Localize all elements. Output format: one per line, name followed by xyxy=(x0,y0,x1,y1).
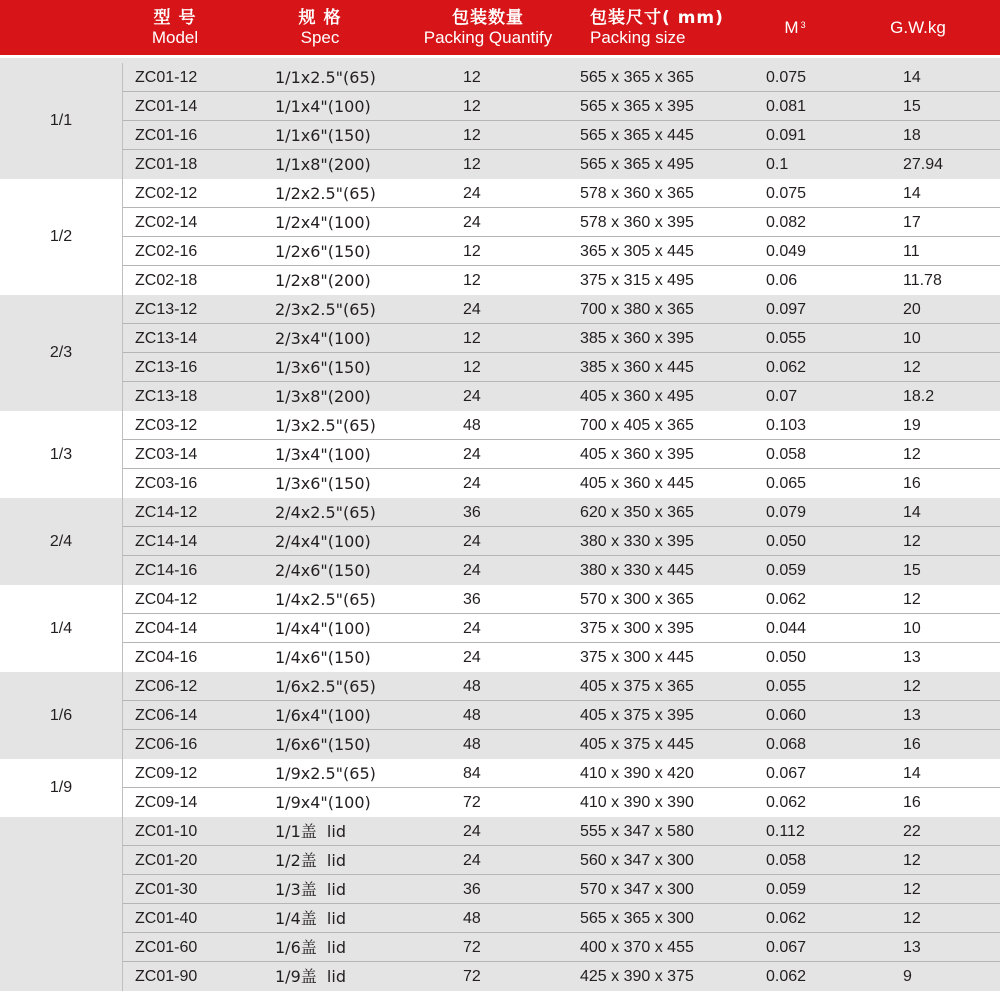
group-label: 1/2 xyxy=(49,228,73,245)
model-cell: ZC06-14 xyxy=(135,707,198,724)
row-group xyxy=(0,759,1000,817)
size-cell: 425 x 390 x 375 xyxy=(580,968,694,985)
model-cell: ZC03-16 xyxy=(135,475,198,492)
model-cell: ZC02-18 xyxy=(135,272,198,289)
quantity-cell: 48 xyxy=(463,910,481,927)
volume-cell: 0.059 xyxy=(766,881,807,898)
spec-cell: 2/4x4"(100) xyxy=(275,532,371,551)
table-row xyxy=(123,150,1000,179)
quantity-cell: 84 xyxy=(463,765,481,782)
model-cell: ZC01-12 xyxy=(135,69,198,86)
volume-cell: 0.06 xyxy=(766,272,798,289)
table-row xyxy=(123,904,1000,933)
spec-cell: 1/4x6"(150) xyxy=(275,648,371,667)
spec-cell: 1/9x2.5"(65) xyxy=(275,764,376,783)
quantity-cell: 24 xyxy=(463,446,481,463)
header-qty-en: Packing Quantify xyxy=(423,27,553,47)
quantity-cell: 72 xyxy=(463,794,481,811)
volume-cell: 0.067 xyxy=(766,765,807,782)
spec-cell: 1/6x2.5"(65) xyxy=(275,677,376,696)
size-cell: 565 x 365 x 365 xyxy=(580,69,694,86)
weight-cell: 10 xyxy=(903,620,921,637)
size-cell: 565 x 365 x 495 xyxy=(580,156,694,173)
row-group xyxy=(0,498,1000,585)
header-size-en: Packing size xyxy=(590,27,686,47)
model-cell: ZC01-30 xyxy=(135,881,198,898)
quantity-cell: 48 xyxy=(463,417,481,434)
size-cell: 405 x 360 x 495 xyxy=(580,388,694,405)
size-cell: 380 x 330 x 445 xyxy=(580,562,694,579)
table-row xyxy=(123,643,1000,672)
table-row xyxy=(123,614,1000,643)
weight-cell: 14 xyxy=(903,69,921,86)
model-cell: ZC09-14 xyxy=(135,794,198,811)
weight-cell: 16 xyxy=(903,475,921,492)
weight-cell: 9 xyxy=(903,968,912,985)
header-model-en: Model xyxy=(151,27,199,47)
spec-cell: 2/3x4"(100) xyxy=(275,329,371,348)
row-group xyxy=(0,63,1000,179)
size-cell: 375 x 300 x 445 xyxy=(580,649,694,666)
model-cell: ZC03-14 xyxy=(135,446,198,463)
table-row xyxy=(123,933,1000,962)
model-cell: ZC06-12 xyxy=(135,678,198,695)
spec-cell: 1/3x6"(150) xyxy=(275,474,371,493)
volume-cell: 0.082 xyxy=(766,214,807,231)
quantity-cell: 24 xyxy=(463,301,481,318)
header-spec-en: Spec xyxy=(300,27,340,47)
table-header xyxy=(0,0,1000,55)
spec-cell: 1/2盖 lid xyxy=(275,851,346,870)
group-label: 1/6 xyxy=(49,706,73,724)
model-cell: ZC01-14 xyxy=(135,98,198,115)
model-cell: ZC14-12 xyxy=(135,504,198,521)
weight-cell: 11 xyxy=(903,243,920,260)
size-cell: 700 x 405 x 365 xyxy=(580,417,694,434)
quantity-cell: 24 xyxy=(463,475,481,492)
model-cell: ZC14-14 xyxy=(135,533,198,550)
table-row xyxy=(123,701,1000,730)
header-spec xyxy=(275,0,365,55)
spec-cell: 1/1x4"(100) xyxy=(275,97,371,116)
quantity-cell: 24 xyxy=(463,620,481,637)
weight-cell: 17 xyxy=(903,214,921,231)
weight-cell: 12 xyxy=(903,533,921,550)
row-group xyxy=(0,179,1000,295)
spec-cell: 1/2x4"(100) xyxy=(275,213,371,232)
quantity-cell: 12 xyxy=(463,98,481,115)
weight-cell: 10 xyxy=(903,330,921,347)
quantity-cell: 24 xyxy=(463,649,481,666)
model-cell: ZC01-10 xyxy=(135,823,198,840)
weight-cell: 12 xyxy=(903,881,921,898)
header-model xyxy=(130,0,220,55)
weight-cell: 12 xyxy=(903,910,921,927)
row-group xyxy=(0,411,1000,498)
table-row xyxy=(123,759,1000,788)
volume-cell: 0.059 xyxy=(766,562,807,579)
header-m3-sup: 3 xyxy=(800,20,806,30)
volume-cell: 0.081 xyxy=(766,98,807,115)
table-row xyxy=(123,556,1000,585)
size-cell: 620 x 350 x 365 xyxy=(580,504,694,521)
spec-cell: 1/2x6"(150) xyxy=(275,242,371,261)
size-cell: 385 x 360 x 395 xyxy=(580,330,694,347)
table-row xyxy=(123,469,1000,498)
weight-cell: 13 xyxy=(903,939,921,956)
weight-cell: 14 xyxy=(903,504,921,521)
volume-cell: 0.062 xyxy=(766,968,807,985)
size-cell: 385 x 360 x 445 xyxy=(580,359,694,376)
spec-cell: 1/1x8"(200) xyxy=(275,155,371,174)
spec-cell: 1/3x6"(150) xyxy=(275,358,371,377)
group-label: 2/3 xyxy=(49,344,73,361)
row-group xyxy=(0,672,1000,759)
spec-cell: 1/3x4"(100) xyxy=(275,445,371,464)
size-cell: 410 x 390 x 390 xyxy=(580,794,694,811)
model-cell: ZC13-14 xyxy=(135,330,198,347)
table-row xyxy=(123,266,1000,295)
volume-cell: 0.079 xyxy=(766,504,807,521)
size-cell: 578 x 360 x 395 xyxy=(580,214,694,231)
volume-cell: 0.068 xyxy=(766,736,807,753)
size-cell: 405 x 375 x 395 xyxy=(580,707,694,724)
quantity-cell: 12 xyxy=(463,272,481,289)
volume-cell: 0.07 xyxy=(766,388,798,405)
model-cell: ZC02-12 xyxy=(135,185,198,202)
spec-cell: 1/3盖 lid xyxy=(275,880,346,899)
group-label xyxy=(0,817,122,991)
model-cell: ZC13-12 xyxy=(135,301,198,318)
header-qty-zh: 包装数量 xyxy=(452,7,524,28)
volume-cell: 0.075 xyxy=(766,69,807,86)
volume-cell: 0.067 xyxy=(766,939,807,956)
volume-cell: 0.062 xyxy=(766,910,807,927)
volume-cell: 0.058 xyxy=(766,446,807,463)
header-qty xyxy=(413,0,563,55)
size-cell: 570 x 347 x 300 xyxy=(580,881,694,898)
quantity-cell: 12 xyxy=(463,127,481,144)
model-cell: ZC13-16 xyxy=(135,359,198,376)
header-gw xyxy=(868,0,968,55)
table-row xyxy=(123,295,1000,324)
quantity-cell: 48 xyxy=(463,707,481,724)
weight-cell: 20 xyxy=(903,301,921,318)
model-cell: ZC04-12 xyxy=(135,591,198,608)
size-cell: 380 x 330 x 395 xyxy=(580,533,694,550)
model-cell: ZC01-90 xyxy=(135,968,198,985)
spec-cell: 1/1x2.5"(65) xyxy=(275,68,376,87)
spec-cell: 2/3x2.5"(65) xyxy=(275,300,376,319)
model-cell: ZC13-18 xyxy=(135,388,198,405)
group-label: 1/1 xyxy=(49,112,73,129)
header-size-zh: 包装尺寸( mm) xyxy=(590,7,724,28)
size-cell: 560 x 347 x 300 xyxy=(580,852,694,869)
weight-cell: 19 xyxy=(903,417,921,434)
model-cell: ZC01-40 xyxy=(135,910,198,927)
quantity-cell: 12 xyxy=(463,359,481,376)
model-cell: ZC01-60 xyxy=(135,939,198,956)
quantity-cell: 24 xyxy=(463,562,481,579)
weight-cell: 12 xyxy=(903,678,921,695)
weight-cell: 12 xyxy=(903,446,921,463)
quantity-cell: 36 xyxy=(463,504,481,521)
volume-cell: 0.044 xyxy=(766,620,807,637)
table-row xyxy=(123,63,1000,92)
spec-cell: 1/3x8"(200) xyxy=(275,387,371,406)
group-label: 2/4 xyxy=(49,532,73,550)
volume-cell: 0.050 xyxy=(766,533,807,550)
table-row xyxy=(123,92,1000,121)
size-cell: 405 x 375 x 365 xyxy=(580,678,694,695)
volume-cell: 0.112 xyxy=(766,823,805,840)
model-cell: ZC03-12 xyxy=(135,417,198,434)
table-row xyxy=(123,817,1000,846)
weight-cell: 22 xyxy=(903,823,921,840)
quantity-cell: 12 xyxy=(463,243,481,260)
quantity-cell: 24 xyxy=(463,185,481,202)
header-model-zh: 型 号 xyxy=(153,7,197,28)
volume-cell: 0.055 xyxy=(766,678,807,695)
table-row xyxy=(123,237,1000,266)
table-row xyxy=(123,353,1000,382)
size-cell: 555 x 347 x 580 xyxy=(580,823,694,840)
spec-cell: 1/6x4"(100) xyxy=(275,706,371,725)
spec-cell: 1/2x2.5"(65) xyxy=(275,184,376,203)
size-cell: 405 x 360 x 445 xyxy=(580,475,694,492)
spec-cell: 1/6盖 lid xyxy=(275,938,346,957)
size-cell: 410 x 390 x 420 xyxy=(580,765,694,782)
size-cell: 405 x 360 x 395 xyxy=(580,446,694,463)
table-row xyxy=(123,846,1000,875)
model-cell: ZC14-16 xyxy=(135,562,198,579)
quantity-cell: 36 xyxy=(463,591,481,608)
quantity-cell: 36 xyxy=(463,881,481,898)
table-row xyxy=(123,324,1000,353)
size-cell: 405 x 375 x 445 xyxy=(580,736,694,753)
row-group xyxy=(0,295,1000,411)
table-row xyxy=(123,440,1000,469)
quantity-cell: 12 xyxy=(463,156,481,173)
volume-cell: 0.1 xyxy=(766,156,789,173)
model-cell: ZC04-14 xyxy=(135,620,198,637)
spec-cell: 1/9x4"(100) xyxy=(275,793,371,812)
volume-cell: 0.062 xyxy=(766,359,807,376)
quantity-cell: 12 xyxy=(463,330,481,347)
header-m3-base: M xyxy=(784,18,799,37)
size-cell: 565 x 365 x 445 xyxy=(580,127,694,144)
weight-cell: 15 xyxy=(903,98,921,115)
weight-cell: 13 xyxy=(903,707,921,724)
quantity-cell: 24 xyxy=(463,852,481,869)
quantity-cell: 24 xyxy=(463,823,481,840)
group-label: 1/3 xyxy=(49,445,73,463)
header-m3 xyxy=(760,0,830,55)
table-row xyxy=(123,730,1000,759)
header-size xyxy=(582,0,730,55)
model-cell: ZC06-16 xyxy=(135,736,198,753)
table-row xyxy=(123,527,1000,556)
weight-cell: 12 xyxy=(903,852,921,869)
size-cell: 565 x 365 x 300 xyxy=(580,910,694,927)
weight-cell: 18 xyxy=(903,127,921,144)
weight-cell: 12 xyxy=(903,591,921,608)
weight-cell: 16 xyxy=(903,736,921,753)
quantity-cell: 72 xyxy=(463,968,481,985)
row-group xyxy=(0,585,1000,672)
group-label: 1/4 xyxy=(49,619,73,637)
row-group xyxy=(0,817,1000,991)
volume-cell: 0.062 xyxy=(766,591,807,608)
weight-cell: 18.2 xyxy=(903,388,935,405)
weight-cell: 16 xyxy=(903,794,921,811)
size-cell: 565 x 365 x 395 xyxy=(580,98,694,115)
spec-cell: 2/4x6"(150) xyxy=(275,561,371,580)
weight-cell: 15 xyxy=(903,562,921,579)
model-cell: ZC09-12 xyxy=(135,765,198,782)
header-spec-zh: 规 格 xyxy=(298,7,342,28)
model-cell: ZC02-14 xyxy=(135,214,198,231)
table-row xyxy=(123,208,1000,237)
table-row xyxy=(123,179,1000,208)
quantity-cell: 12 xyxy=(463,69,481,86)
table-row xyxy=(123,672,1000,701)
volume-cell: 0.060 xyxy=(766,707,807,724)
table-row xyxy=(123,121,1000,150)
weight-cell: 11.78 xyxy=(903,272,942,289)
quantity-cell: 24 xyxy=(463,388,481,405)
spec-cell: 1/1盖 lid xyxy=(275,822,346,841)
header-gw-label: G.W.kg xyxy=(890,18,946,37)
spec-cell: 2/4x2.5"(65) xyxy=(275,503,376,522)
table-row xyxy=(123,875,1000,904)
size-cell: 375 x 300 x 395 xyxy=(580,620,694,637)
spec-cell: 1/9盖 lid xyxy=(275,967,346,986)
table-row xyxy=(123,585,1000,614)
spec-cell: 1/3x2.5"(65) xyxy=(275,416,376,435)
model-cell: ZC01-18 xyxy=(135,156,198,173)
quantity-cell: 24 xyxy=(463,214,481,231)
weight-cell: 14 xyxy=(903,185,921,202)
volume-cell: 0.049 xyxy=(766,243,807,260)
weight-cell: 13 xyxy=(903,649,921,666)
size-cell: 365 x 305 x 445 xyxy=(580,243,694,260)
quantity-cell: 48 xyxy=(463,736,481,753)
volume-cell: 0.050 xyxy=(766,649,807,666)
volume-cell: 0.091 xyxy=(766,127,807,144)
volume-cell: 0.097 xyxy=(766,301,807,318)
group-label: 1/9 xyxy=(49,779,73,796)
quantity-cell: 24 xyxy=(463,533,481,550)
table-row xyxy=(123,498,1000,527)
spec-cell: 1/4盖 lid xyxy=(275,909,346,928)
volume-cell: 0.103 xyxy=(766,417,807,434)
spec-cell: 1/4x2.5"(65) xyxy=(275,590,376,609)
volume-cell: 0.075 xyxy=(766,185,807,202)
spec-cell: 1/6x6"(150) xyxy=(275,735,371,754)
table-row xyxy=(123,382,1000,411)
spec-cell: 1/4x4"(100) xyxy=(275,619,371,638)
table-row xyxy=(123,411,1000,440)
volume-cell: 0.065 xyxy=(766,475,807,492)
volume-cell: 0.058 xyxy=(766,852,807,869)
model-cell: ZC01-16 xyxy=(135,127,198,144)
size-cell: 578 x 360 x 365 xyxy=(580,185,694,202)
weight-cell: 27.94 xyxy=(903,156,944,173)
model-cell: ZC02-16 xyxy=(135,243,198,260)
size-cell: 375 x 315 x 495 xyxy=(580,272,694,289)
volume-cell: 0.062 xyxy=(766,794,807,811)
model-cell: ZC01-20 xyxy=(135,852,198,869)
table-row xyxy=(123,788,1000,817)
spec-cell: 1/1x6"(150) xyxy=(275,126,371,145)
spec-cell: 1/2x8"(200) xyxy=(275,271,371,290)
table-row xyxy=(123,962,1000,991)
size-cell: 570 x 300 x 365 xyxy=(580,591,694,608)
quantity-cell: 48 xyxy=(463,678,481,695)
size-cell: 700 x 380 x 365 xyxy=(580,301,694,318)
size-cell: 400 x 370 x 455 xyxy=(580,939,694,956)
weight-cell: 12 xyxy=(903,359,921,376)
quantity-cell: 72 xyxy=(463,939,481,956)
model-cell: ZC04-16 xyxy=(135,649,198,666)
weight-cell: 14 xyxy=(903,765,921,782)
volume-cell: 0.055 xyxy=(766,330,807,347)
